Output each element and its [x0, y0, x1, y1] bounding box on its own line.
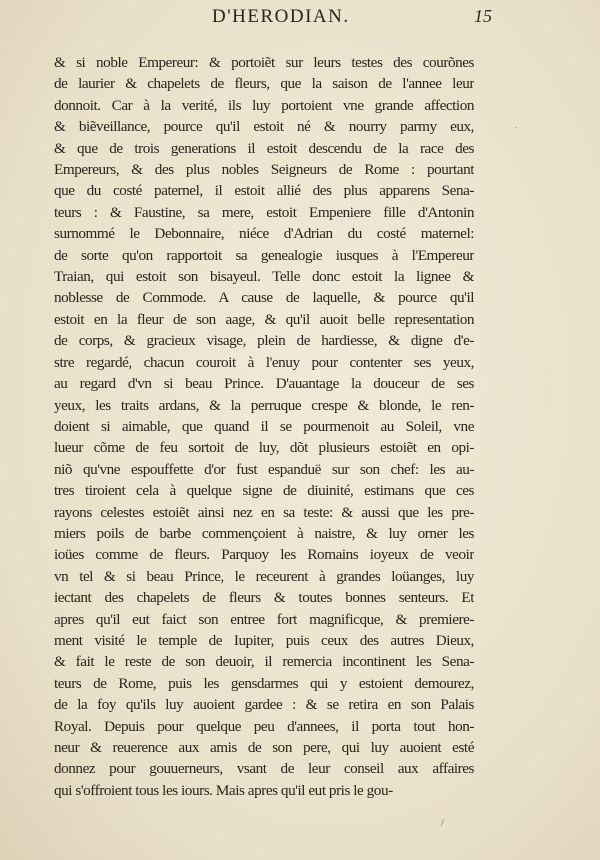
text-line: donnez pour gouuerneurs, vsant de leur conseil aux affaires [54, 760, 474, 778]
ink-speck: ˎ [514, 118, 518, 129]
text-line: miers poils de barbe commençoient à naistre, & luy orner les [54, 524, 474, 542]
text-line: Empereurs, & des plus nobles Seigneurs de Rome : pourtant [54, 161, 474, 179]
text-line: & biẽveillance, pource qu'il estoit né & nourry parmy eux, [54, 118, 474, 136]
text-line: teurs : & Faustine, sa mere, estoit Empeniere fille d'Antonin [54, 203, 474, 221]
text-line: de sorte qu'on rapportoit sa genealogie iusques à l'Empereur [54, 246, 474, 264]
text-line: niõ qu'vne espouffette d'or fust espanduë sur son chef: les au- [54, 460, 474, 478]
text-line: & fait le reste de son deuoir, il remercia incontinent les Sena- [54, 653, 474, 671]
page-number: 15 [474, 6, 492, 26]
text-line: neur & reuerence aux amis de son pere, qui luy auoient esté [54, 739, 474, 756]
text-line: surnommé le Debonnaire, niéce d'Adrian du costé maternel: [54, 225, 474, 243]
text-line: que du costé paternel, il estoit allié des plus apparens Sena- [54, 182, 474, 200]
text-line: teurs de Rome, puis les gensdarmes qui y estoient demourez, [54, 674, 474, 692]
text-line: & que de trois generations il estoit descendu de la race des [54, 139, 474, 157]
body-text [54, 52, 474, 801]
text-line: lueur cõme de feu sortoit de luy, dõt plusieurs estoiẽt en opi- [54, 439, 474, 457]
text-line: qui s'offroient tous les iours. Mais apres qu'il eut pris le gou- [54, 781, 393, 799]
text-line: noblesse de Commode. A cause de laquelle, & pource qu'il [54, 289, 474, 307]
text-line: & si noble Empereur: & portoiẽt sur leurs testes des courõnes [54, 54, 474, 71]
text-line: doient si aimable, que quand il se pourmenoit au Soleil, vne [54, 417, 474, 435]
text-line: Royal. Depuis pour quelque peu d'annees, il porta tout hon- [54, 717, 474, 735]
running-head [0, 6, 600, 42]
ink-speck: / [441, 818, 444, 829]
text-line: estoit en la fleur de son aage, & qu'il auoit belle representation [54, 310, 474, 328]
text-line: Traian, qui estoit son bisayeul. Telle donc estoit la lignee & [54, 268, 474, 286]
text-line: au regard d'vn si beau Prince. D'auantage la douceur de ses [54, 375, 474, 393]
text-line: donnoit. Car à la verité, ils luy portoient vne grande affection [54, 96, 474, 114]
text-line: ment visité le temple de Iupiter, puis ceux des autres Dieux, [54, 631, 474, 649]
text-line: rayons celestes estoiẽt ainsi nez en sa teste: & aussi que les pre- [54, 503, 474, 521]
text-line: iectant des chapelets de fleurs & toutes bonnes senteurs. Et [54, 589, 474, 607]
text-line: apres qu'il eut faict son entree fort magnificque, & premiere- [54, 610, 474, 628]
text-line: de corps, & gracieux visage, plein de hardiesse, & digne d'e- [54, 332, 474, 350]
text-line: stre regardé, chacun couroit à l'enuy pour contenter ses yeux, [54, 353, 474, 371]
text-line: vn tel & si beau Prince, le receurent à grandes loüanges, luy [54, 567, 474, 585]
text-line: de laurier & chapelets de fleurs, que la saison de l'annee leur [54, 75, 474, 93]
running-title: D'HERODIAN. [212, 6, 350, 27]
text-line: ioües comme de fleurs. Parquoy les Romains ioyeux de veoir [54, 546, 474, 564]
text-line: tres tiroient cela à quelque signe de diuinité, estimans que ces [54, 482, 474, 500]
text-line: de la foy qu'ils luy auoient gardee : & se retira en son Palais [54, 696, 474, 714]
text-line: yeux, les traits ardans, & la perruque crespe & blonde, le ren- [54, 396, 474, 414]
